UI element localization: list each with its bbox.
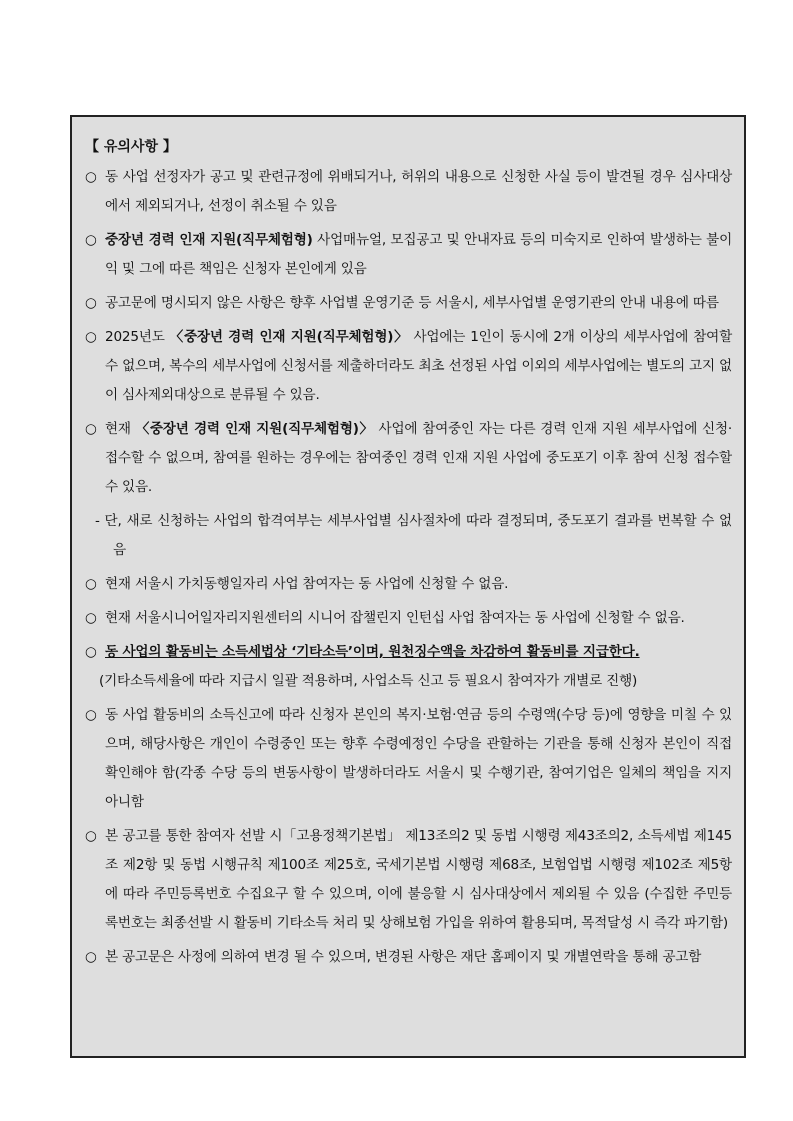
circle-bullet-icon: ○ <box>85 232 97 248</box>
circle-bullet-icon: ○ <box>85 576 97 592</box>
notice-item <box>85 943 732 972</box>
item-text: 본 공고문은 사정에 의하여 변경 될 수 있으며, 변경된 사항은 재단 홈페이지 및 개별연락을 통해 공고함 <box>105 949 702 965</box>
item-note: (기타소득세율에 따라 지급시 일괄 적용하며, 사업소득 신고 등 필요시 참여자가 개별로 진행) <box>99 673 638 689</box>
circle-bullet-icon: ○ <box>85 949 97 965</box>
item-text: 사업매뉴얼, 모집공고 및 안내자료 등의 미숙지로 인하여 발생하는 불이익 및 그에 따른 책임은 신청자 본인에게 있음 <box>105 232 732 277</box>
item-text: 사업에 참여중인 자는 다른 경력 인재 지원 세부사업에 신청·접수할 수 없으며, 참여를 원하는 경우에는 참여중인 경력 인재 지원 사업에 중도포기 이후 참여 신청 접수할 수 있음. <box>105 421 732 495</box>
circle-bullet-icon: ○ <box>85 828 97 844</box>
notice-sub-item: - 단, 새로 신청하는 사업의 합격여부는 세부사업별 심사절차에 따라 결정되며, 중도포기 결과를 번복할 수 없음 <box>95 513 732 558</box>
circle-bullet-icon: ○ <box>85 421 97 437</box>
item-text: 동 사업 활동비의 소득신고에 따라 신청자 본인의 복지·보험·연금 등의 수령액(수당 등)에 영향을 미칠 수 있으며, 해당사항은 개인이 수령중인 또는 향후 수령예정인 수당을 관할하는 기관을 통해 신청자 본인이 직접 확인해야 함(각종 수당 등의 변동사항이 발생하더라도 서울시 및 수행기관, 참여기업은 일체의 책임을 지지 아니함 <box>105 707 732 810</box>
item-bold-text: 중장년 경력 인재 지원(직무체험형) <box>105 232 313 248</box>
item-text: 공고문에 명시되지 않은 사항은 향후 사업별 운영기준 등 서울시, 세부사업별 운영기관의 안내 내용에 따름 <box>105 295 719 311</box>
notice-item <box>85 822 732 938</box>
notice-box <box>70 115 746 1058</box>
notice-title: 【 유의사항 】 <box>85 139 177 155</box>
item-bold-underlined-text: 동 사업의 활동비는 소득세법상 ‘기타소득’이며, 원천징수액을 차감하여 활동비를 지급한다. <box>105 644 640 660</box>
notice-item <box>85 415 732 502</box>
item-text: 2025년도 <box>105 329 170 345</box>
circle-bullet-icon: ○ <box>85 707 97 723</box>
circle-bullet-icon: ○ <box>85 329 97 345</box>
notice-item <box>85 701 732 817</box>
item-bold-text: 〈중장년 경력 인재 지원(직무체험형)〉 <box>169 329 409 345</box>
notice-item <box>85 604 732 633</box>
item-text: 현재 <box>105 421 136 437</box>
notice-item <box>85 163 732 221</box>
circle-bullet-icon: ○ <box>85 644 97 660</box>
item-text: 본 공고를 통한 참여자 선발 시「고용정책기본법」 제13조의2 및 동법 시행령 제43조의2, 소득세법 제145조 제2항 및 동법 시행규칙 제100조 제25호, 국세기본법 시행령 제68조, 보험업법 시행령 제102조 제5항에 따라 주민등록번호 수집요구 할 수 있으며, 이에 불응할 시 심사대상에서 제외될 수 있음 (수집한 주민등록번호는 최종선발 시 활동비 기타소득 처리 및 상해보험 가입을 위하여 활용되며, 목적달성 시 즉각 파기함) <box>105 828 732 931</box>
circle-bullet-icon: ○ <box>85 169 97 185</box>
circle-bullet-icon: ○ <box>85 610 97 626</box>
notice-item <box>85 289 732 318</box>
item-text: 동 사업 선정자가 공고 및 관련규정에 위배되거나, 허위의 내용으로 신청한 사실 등이 발견될 경우 심사대상에서 제외되거나, 선정이 취소될 수 있음 <box>105 169 732 214</box>
notice-item <box>85 226 732 284</box>
item-text: 사업에는 1인이 동시에 2개 이상의 세부사업에 참여할 수 없으며, 복수의 세부사업에 신청서를 제출하더라도 최초 선정된 사업 이외의 세부사업에는 별도의 고지 없이 심사제외대상으로 분류될 수 있음. <box>105 329 733 403</box>
circle-bullet-icon: ○ <box>85 295 97 311</box>
item-bold-text: 〈중장년 경력 인재 지원(직무체험형)〉 <box>135 421 374 437</box>
item-text: 현재 서울시 가치동행일자리 사업 참여자는 동 사업에 신청할 수 없음. <box>105 576 509 592</box>
notice-item <box>85 570 732 599</box>
notice-item <box>85 638 732 696</box>
notice-item <box>85 323 732 410</box>
item-text: 현재 서울시니어일자리지원센터의 시니어 잡챌린지 인턴십 사업 참여자는 동 사업에 신청할 수 없음. <box>105 610 685 626</box>
